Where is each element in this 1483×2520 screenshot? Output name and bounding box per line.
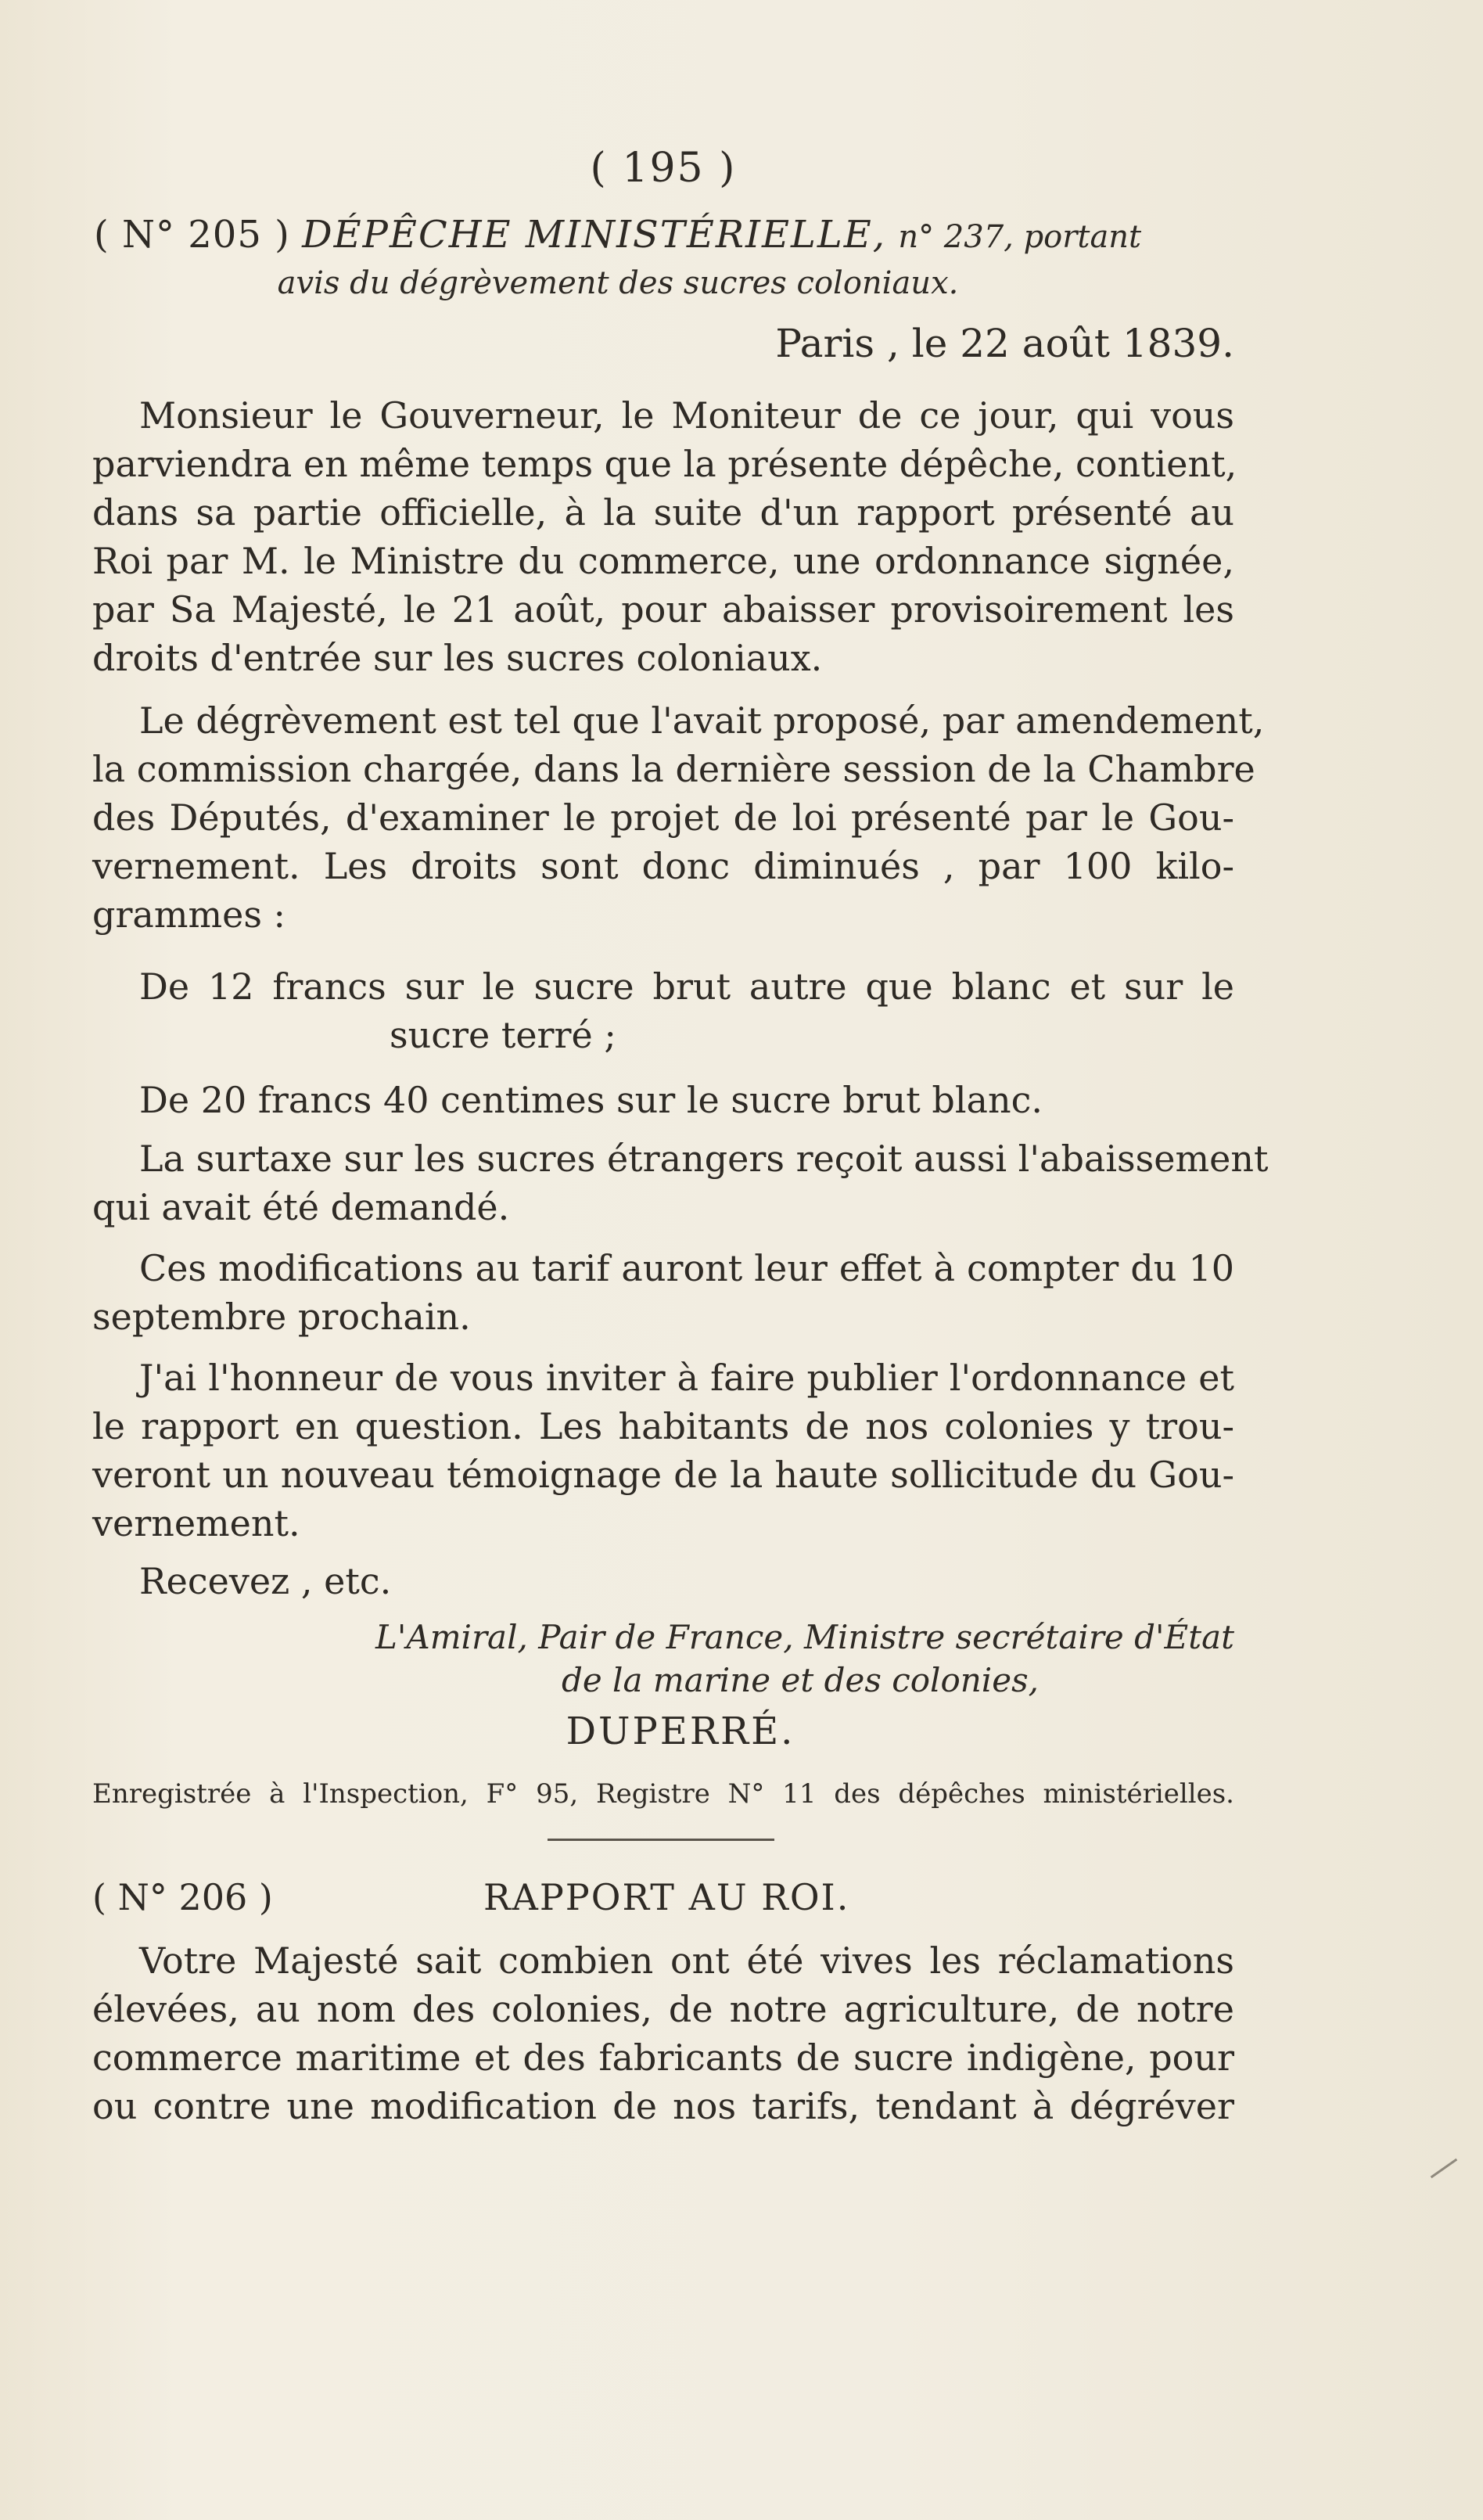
tariff-item-1 (92, 962, 1234, 1059)
text-line: la commission chargée, dans la dernière session de la Chambre (92, 748, 1255, 790)
text-line: commerce maritime et des fabricants de sucre indigène, pour (92, 2036, 1234, 2079)
text-line: des Députés, d'examiner le projet de loi présenté par le Gou- (92, 796, 1234, 839)
entry-title (94, 211, 1236, 261)
paragraph-4 (92, 1244, 1234, 1341)
signature-title-line-2: de la marine et des colonies, (561, 1661, 1039, 1699)
text-line: Monsieur le Gouverneur, le Moniteur de ce jour, qui vous (139, 394, 1234, 437)
next-entry-number: ( N° 206 ) (92, 1876, 273, 1918)
next-entry-title: RAPPORT AU ROI. (483, 1876, 850, 1918)
entry-number: ( N° 205 ) (94, 213, 290, 257)
entry-heading: DÉPÊCHE MINISTÉRIELLE, (302, 213, 887, 257)
text-line: Roi par M. le Ministre du commerce, une ordonnance signée, (92, 540, 1234, 582)
text-line: droits d'entrée sur les sucres coloniaux. (92, 637, 823, 679)
text-line: qui avait été demandé. (92, 1186, 510, 1228)
page-number: ( 195 ) (590, 145, 737, 192)
text-line: La surtaxe sur les sucres étrangers reçoit aussi l'abaissement (139, 1138, 1269, 1180)
text-line: sucre terré ; (390, 1014, 616, 1056)
closing (92, 1557, 1234, 1605)
registry-note: Enregistrée à l'Inspection, F° 95, Registre N° 11 des dépêches ministérielles. (92, 1778, 1234, 1810)
entry-heading-tail: n° 237, portant (898, 219, 1142, 255)
text-line: Votre Majesté sait combien ont été vives les réclamations (139, 1939, 1234, 1982)
paragraph-1 (92, 391, 1237, 682)
tariff-item-2 (92, 1076, 1234, 1124)
text-line: vernement. (92, 1502, 300, 1544)
text-line: veront un nouveau témoignage de la haute sollicitude du Gou- (92, 1454, 1234, 1496)
dateline: Paris , le 22 août 1839. (775, 321, 1234, 366)
paragraph-5 (92, 1353, 1234, 1548)
closing-line: Recevez , etc. (139, 1560, 392, 1602)
text-line: parviendra en même temps que la présente dépêche, contient, (92, 443, 1237, 485)
paragraph-3 (92, 1134, 1269, 1231)
text-line: ou contre une modification de nos tarifs, tendant à dégréver (92, 2085, 1234, 2127)
next-entry-body (92, 1936, 1234, 2130)
text-line: le rapport en question. Les habitants de nos colonies y trou- (92, 1405, 1234, 1447)
paper-mark (1431, 2159, 1457, 2178)
text-line: J'ai l'honneur de vous inviter à faire publier l'ordonnance et (139, 1357, 1234, 1399)
text-line: vernement. Les droits sont donc diminués , par 100 kilo- (92, 845, 1234, 887)
signature-title-line-1: L'Amiral, Pair de France, Ministre secrétaire d'État (375, 1618, 1234, 1656)
paragraph-2 (92, 696, 1265, 939)
next-entry-header (92, 1874, 1234, 1921)
section-divider (548, 1839, 774, 1841)
text-line: grammes : (92, 893, 286, 936)
text-line: septembre prochain. (92, 1296, 471, 1338)
text-line: Ces modifications au tarif auront leur effet à compter du 10 (139, 1247, 1234, 1289)
text-line: par Sa Majesté, le 21 août, pour abaisser provisoirement les (92, 588, 1234, 631)
text-line: dans sa partie officielle, à la suite d'un rapport présenté au (92, 491, 1234, 534)
entry-subtitle: avis du dégrèvement des sucres coloniaux. (277, 265, 959, 301)
text-line: Le dégrèvement est tel que l'avait proposé, par amendement, (139, 699, 1265, 742)
text-line: De 20 francs 40 centimes sur le sucre brut blanc. (139, 1079, 1043, 1121)
signatory-name: DUPERRÉ. (566, 1709, 795, 1753)
text-line: De 12 francs sur le sucre brut autre que blanc et sur le (139, 965, 1234, 1008)
text-line: élevées, au nom des colonies, de notre agriculture, de notre (92, 1988, 1234, 2030)
